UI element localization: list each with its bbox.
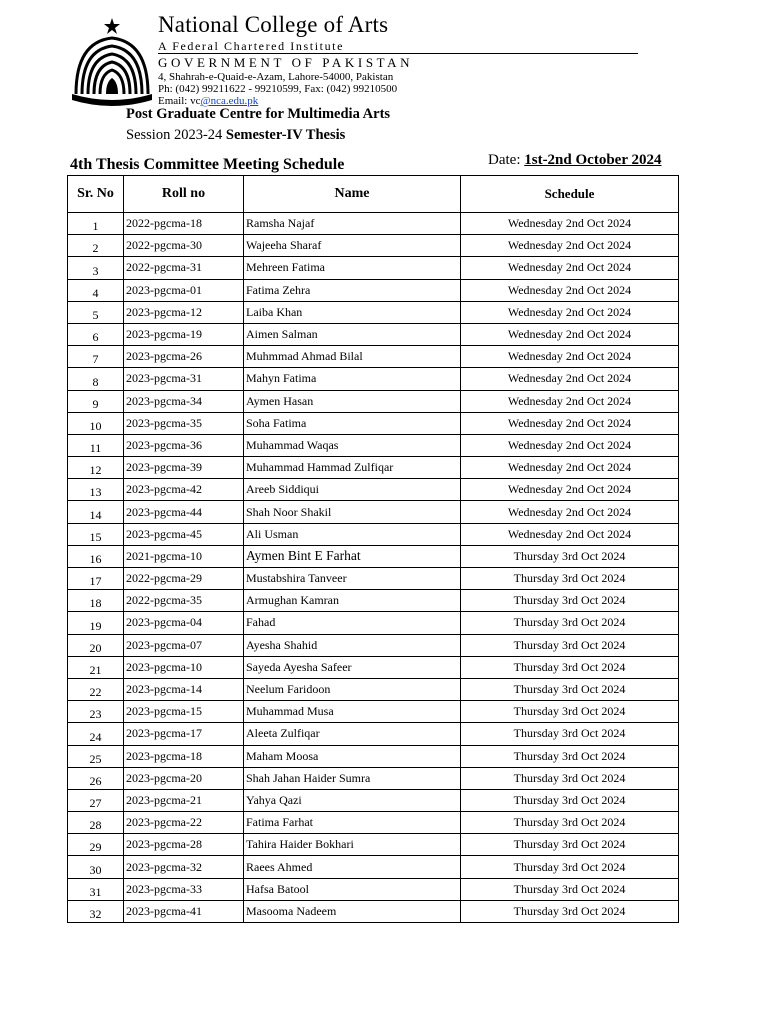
header-schedule: Schedule <box>461 176 679 213</box>
sr-cell: 17 <box>68 568 124 590</box>
table-row <box>68 457 679 479</box>
name-cell: Fatima Farhat <box>244 812 461 834</box>
sr-cell: 22 <box>68 678 124 700</box>
name-cell: Shah Noor Shakil <box>244 501 461 523</box>
roll-cell: 2023-pgcma-42 <box>124 479 244 501</box>
schedule-cell: Thursday 3rd Oct 2024 <box>461 812 679 834</box>
table-row <box>68 656 679 678</box>
name-cell: Aymen Bint E Farhat <box>244 545 461 567</box>
schedule-cell: Wednesday 2nd Oct 2024 <box>461 368 679 390</box>
roll-cell: 2023-pgcma-26 <box>124 346 244 368</box>
sr-cell: 6 <box>68 323 124 345</box>
name-cell: Masooma Nadeem <box>244 900 461 922</box>
table-row <box>68 545 679 567</box>
sr-cell: 1 <box>68 213 124 235</box>
sr-cell: 21 <box>68 656 124 678</box>
table-row <box>68 390 679 412</box>
sr-cell: 5 <box>68 301 124 323</box>
schedule-cell: Wednesday 2nd Oct 2024 <box>461 434 679 456</box>
table-row <box>68 257 679 279</box>
roll-cell: 2023-pgcma-04 <box>124 612 244 634</box>
schedule-cell: Thursday 3rd Oct 2024 <box>461 612 679 634</box>
schedule-cell: Wednesday 2nd Oct 2024 <box>461 257 679 279</box>
session-line <box>126 127 345 144</box>
table-header-row <box>68 176 679 213</box>
table-row <box>68 568 679 590</box>
sr-cell: 7 <box>68 346 124 368</box>
table-row <box>68 812 679 834</box>
sr-cell: 19 <box>68 612 124 634</box>
name-cell: Hafsa Batool <box>244 878 461 900</box>
session-semester: Semester-IV Thesis <box>225 127 346 143</box>
roll-cell: 2022-pgcma-29 <box>124 568 244 590</box>
table-row <box>68 745 679 767</box>
sr-cell: 32 <box>68 900 124 922</box>
schedule-table <box>67 175 679 923</box>
name-cell: Areeb Siddiqui <box>244 479 461 501</box>
roll-cell: 2023-pgcma-41 <box>124 900 244 922</box>
meeting-title: 4th Thesis Committee Meeting Schedule <box>70 156 345 173</box>
roll-cell: 2022-pgcma-18 <box>124 213 244 235</box>
name-cell: Muhammad Hammad Zulfiqar <box>244 457 461 479</box>
name-cell: Mehreen Fatima <box>244 257 461 279</box>
roll-cell: 2023-pgcma-19 <box>124 323 244 345</box>
schedule-cell: Wednesday 2nd Oct 2024 <box>461 279 679 301</box>
name-cell: Aleeta Zulfiqar <box>244 723 461 745</box>
table-row <box>68 479 679 501</box>
sr-cell: 27 <box>68 789 124 811</box>
roll-cell: 2023-pgcma-34 <box>124 390 244 412</box>
roll-cell: 2023-pgcma-33 <box>124 878 244 900</box>
sr-cell: 14 <box>68 501 124 523</box>
nca-logo-icon <box>70 16 154 108</box>
sr-cell: 18 <box>68 590 124 612</box>
roll-cell: 2023-pgcma-35 <box>124 412 244 434</box>
name-cell: Raees Ahmed <box>244 856 461 878</box>
header-roll-no: Roll no <box>124 176 244 213</box>
sr-cell: 9 <box>68 390 124 412</box>
email-link[interactable]: @nca.edu.pk <box>200 95 259 107</box>
roll-cell: 2023-pgcma-12 <box>124 301 244 323</box>
roll-cell: 2021-pgcma-10 <box>124 545 244 567</box>
sr-cell: 24 <box>68 723 124 745</box>
sr-cell: 4 <box>68 279 124 301</box>
table-row <box>68 523 679 545</box>
table-row <box>68 678 679 700</box>
sr-cell: 11 <box>68 434 124 456</box>
name-cell: Laiba Khan <box>244 301 461 323</box>
schedule-cell: Thursday 3rd Oct 2024 <box>461 834 679 856</box>
table-row <box>68 701 679 723</box>
name-cell: Neelum Faridoon <box>244 678 461 700</box>
roll-cell: 2023-pgcma-36 <box>124 434 244 456</box>
roll-cell: 2023-pgcma-18 <box>124 745 244 767</box>
schedule-cell: Wednesday 2nd Oct 2024 <box>461 346 679 368</box>
sr-cell: 29 <box>68 834 124 856</box>
centre-name: Post Graduate Centre for Multimedia Arts <box>126 106 391 122</box>
chartered-line: A Federal Chartered Institute <box>158 40 638 54</box>
roll-cell: 2023-pgcma-28 <box>124 834 244 856</box>
roll-cell: 2023-pgcma-21 <box>124 789 244 811</box>
roll-cell: 2023-pgcma-32 <box>124 856 244 878</box>
schedule-cell: Thursday 3rd Oct 2024 <box>461 634 679 656</box>
table-row <box>68 235 679 257</box>
table-body <box>68 213 679 923</box>
schedule-cell: Thursday 3rd Oct 2024 <box>461 900 679 922</box>
sr-cell: 12 <box>68 457 124 479</box>
sr-cell: 13 <box>68 479 124 501</box>
roll-cell: 2023-pgcma-39 <box>124 457 244 479</box>
name-cell: Ali Usman <box>244 523 461 545</box>
schedule-cell: Thursday 3rd Oct 2024 <box>461 656 679 678</box>
roll-cell: 2023-pgcma-10 <box>124 656 244 678</box>
table-row <box>68 878 679 900</box>
session-prefix: Session 2023-24 <box>126 127 223 143</box>
table-row <box>68 723 679 745</box>
name-cell: Yahya Qazi <box>244 789 461 811</box>
table-row <box>68 323 679 345</box>
schedule-cell: Wednesday 2nd Oct 2024 <box>461 323 679 345</box>
roll-cell: 2023-pgcma-20 <box>124 767 244 789</box>
roll-cell: 2023-pgcma-01 <box>124 279 244 301</box>
roll-cell: 2023-pgcma-45 <box>124 523 244 545</box>
table-row <box>68 789 679 811</box>
table-row <box>68 634 679 656</box>
table-row <box>68 279 679 301</box>
roll-cell: 2023-pgcma-31 <box>124 368 244 390</box>
schedule-cell: Wednesday 2nd Oct 2024 <box>461 235 679 257</box>
table-row <box>68 767 679 789</box>
schedule-cell: Thursday 3rd Oct 2024 <box>461 745 679 767</box>
schedule-cell: Wednesday 2nd Oct 2024 <box>461 213 679 235</box>
name-cell: Armughan Kamran <box>244 590 461 612</box>
schedule-cell: Thursday 3rd Oct 2024 <box>461 789 679 811</box>
sr-cell: 28 <box>68 812 124 834</box>
table-row <box>68 834 679 856</box>
name-cell: Aimen Salman <box>244 323 461 345</box>
schedule-cell: Thursday 3rd Oct 2024 <box>461 568 679 590</box>
meeting-date <box>488 152 661 169</box>
name-cell: Maham Moosa <box>244 745 461 767</box>
letterhead <box>70 10 650 110</box>
roll-cell: 2022-pgcma-35 <box>124 590 244 612</box>
name-cell: Muhammad Musa <box>244 701 461 723</box>
name-cell: Tahira Haider Bokhari <box>244 834 461 856</box>
sr-cell: 15 <box>68 523 124 545</box>
sr-cell: 20 <box>68 634 124 656</box>
roll-cell: 2023-pgcma-17 <box>124 723 244 745</box>
sr-cell: 30 <box>68 856 124 878</box>
schedule-cell: Thursday 3rd Oct 2024 <box>461 878 679 900</box>
roll-cell: 2023-pgcma-07 <box>124 634 244 656</box>
schedule-cell: Wednesday 2nd Oct 2024 <box>461 523 679 545</box>
schedule-cell: Wednesday 2nd Oct 2024 <box>461 390 679 412</box>
name-cell: Aymen Hasan <box>244 390 461 412</box>
name-cell: Fahad <box>244 612 461 634</box>
schedule-cell: Wednesday 2nd Oct 2024 <box>461 479 679 501</box>
name-cell: Ramsha Najaf <box>244 213 461 235</box>
name-cell: Fatima Zehra <box>244 279 461 301</box>
name-cell: Soha Fatima <box>244 412 461 434</box>
schedule-cell: Thursday 3rd Oct 2024 <box>461 545 679 567</box>
table-row <box>68 301 679 323</box>
header-name: Name <box>244 176 461 213</box>
header-sr-no: Sr. No <box>68 176 124 213</box>
sr-cell: 8 <box>68 368 124 390</box>
table-row <box>68 590 679 612</box>
name-cell: Sayeda Ayesha Safeer <box>244 656 461 678</box>
table-row <box>68 368 679 390</box>
date-value: 1st-2nd October 2024 <box>524 152 662 168</box>
sr-cell: 25 <box>68 745 124 767</box>
schedule-cell: Thursday 3rd Oct 2024 <box>461 767 679 789</box>
schedule-cell: Thursday 3rd Oct 2024 <box>461 723 679 745</box>
sr-cell: 16 <box>68 545 124 567</box>
schedule-cell: Thursday 3rd Oct 2024 <box>461 678 679 700</box>
table-row <box>68 900 679 922</box>
name-cell: Wajeeha Sharaf <box>244 235 461 257</box>
name-cell: Ayesha Shahid <box>244 634 461 656</box>
schedule-cell: Wednesday 2nd Oct 2024 <box>461 412 679 434</box>
sr-cell: 31 <box>68 878 124 900</box>
name-cell: Shah Jahan Haider Sumra <box>244 767 461 789</box>
phone-fax: Ph: (042) 99211622 - 99210599, Fax: (042) 99210500 <box>158 83 398 95</box>
roll-cell: 2023-pgcma-44 <box>124 501 244 523</box>
name-cell: Mahyn Fatima <box>244 368 461 390</box>
schedule-cell: Wednesday 2nd Oct 2024 <box>461 457 679 479</box>
address: 4, Shahrah-e-Quaid-e-Azam, Lahore-54000, Pakistan <box>158 71 394 83</box>
roll-cell: 2023-pgcma-22 <box>124 812 244 834</box>
name-cell: Muhammad Waqas <box>244 434 461 456</box>
table-row <box>68 612 679 634</box>
email-label: Email: vc <box>158 95 201 107</box>
government-line: GOVERNMENT OF PAKISTAN <box>158 55 414 70</box>
table-row <box>68 346 679 368</box>
schedule-cell: Thursday 3rd Oct 2024 <box>461 856 679 878</box>
roll-cell: 2023-pgcma-14 <box>124 678 244 700</box>
table-row <box>68 412 679 434</box>
table-row <box>68 213 679 235</box>
table-row <box>68 434 679 456</box>
college-name: National College of Arts <box>158 12 389 37</box>
schedule-cell: Wednesday 2nd Oct 2024 <box>461 501 679 523</box>
table-row <box>68 501 679 523</box>
schedule-cell: Thursday 3rd Oct 2024 <box>461 701 679 723</box>
sr-cell: 3 <box>68 257 124 279</box>
schedule-cell: Wednesday 2nd Oct 2024 <box>461 301 679 323</box>
roll-cell: 2022-pgcma-31 <box>124 257 244 279</box>
sr-cell: 23 <box>68 701 124 723</box>
name-cell: Muhmmad Ahmad Bilal <box>244 346 461 368</box>
schedule-cell: Thursday 3rd Oct 2024 <box>461 590 679 612</box>
table-row <box>68 856 679 878</box>
sr-cell: 2 <box>68 235 124 257</box>
sr-cell: 10 <box>68 412 124 434</box>
date-label: Date: <box>488 152 521 168</box>
sr-cell: 26 <box>68 767 124 789</box>
roll-cell: 2023-pgcma-15 <box>124 701 244 723</box>
roll-cell: 2022-pgcma-30 <box>124 235 244 257</box>
name-cell: Mustabshira Tanveer <box>244 568 461 590</box>
